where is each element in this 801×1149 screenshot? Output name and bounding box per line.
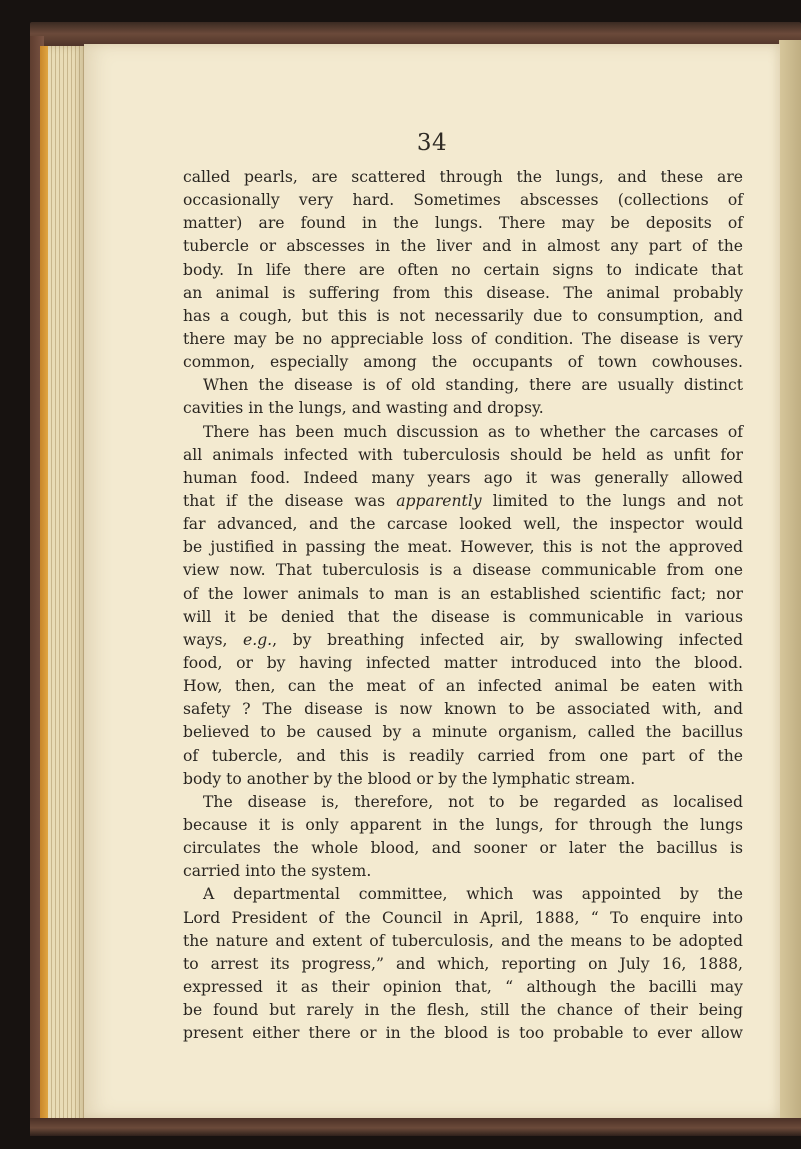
text-line: [183, 351, 743, 374]
text-line: [183, 166, 743, 189]
text-segment: believed to be caused by a minute organism, called the bacillus: [183, 723, 743, 742]
text-segment: view now. That tuberculosis is a disease communicable from one: [183, 561, 743, 580]
text-segment: body. In life there are often no certain signs to indicate that: [183, 260, 743, 279]
text-line: [183, 837, 743, 860]
text-line: [183, 652, 743, 675]
text-segment: all animals infected with tuberculosis should be held as unfit for: [183, 445, 743, 464]
text-segment: the nature and extent of tuberculosis, and the means to be adopted: [183, 931, 743, 950]
text-segment: How, then, can the meat of an infected animal be eaten with: [183, 677, 743, 696]
text-segment: has a cough, but this is not necessarily due to consumption, and: [183, 306, 743, 325]
page-number: 34: [416, 130, 448, 156]
text-segment: safety ? The disease is now known to be associated with, and: [183, 700, 743, 719]
text-line: [183, 814, 743, 837]
text-segment: occasionally very hard. Sometimes abscesses (collections of: [183, 191, 743, 210]
body-text: [183, 166, 743, 1045]
text-segment: to arrest its progress,” and which, reporting on July 16, 1888,: [183, 954, 743, 973]
text-line: [183, 953, 743, 976]
text-line: [183, 860, 743, 883]
right-page-edge: [779, 40, 801, 1124]
text-line: [183, 467, 743, 490]
text-segment: matter) are found in the lungs. There may be deposits of: [183, 214, 743, 233]
text-line: [183, 421, 743, 444]
text-segment: there may be no appreciable loss of condition. The disease is very: [183, 329, 743, 348]
text-line: [183, 606, 743, 629]
text-line: [183, 444, 743, 467]
text-segment: limited to the lungs and not: [481, 491, 743, 510]
text-segment: far advanced, and the carcase looked well, the inspector would: [183, 515, 743, 534]
text-line: [183, 397, 743, 420]
text-segment: carried into the system.: [183, 862, 372, 881]
text-segment: because it is only apparent in the lungs, for through the lungs: [183, 815, 743, 834]
text-segment: present either there or in the blood is too probable to ever allow: [183, 1024, 743, 1043]
text-segment: that if the disease was: [183, 491, 397, 510]
text-line: [183, 1022, 743, 1045]
text-segment: ways,: [183, 630, 244, 649]
text-line: [183, 513, 743, 536]
text-line: [183, 745, 743, 768]
text-line: [183, 583, 743, 606]
text-segment: body to another by the blood or by the lymphatic stream.: [183, 769, 636, 788]
text-segment: The disease is, therefore, not to be regarded as localised: [203, 792, 743, 811]
text-segment: be found but rarely in the flesh, still the chance of their being: [183, 1001, 743, 1020]
text-segment: common, especially among the occupants of town cowhouses.: [183, 353, 743, 372]
text-segment: of tubercle, and this is readily carried from one part of the: [183, 746, 743, 765]
page-edge-stain: [40, 46, 48, 1124]
text-segment: will it be denied that the disease is communicable in various: [183, 607, 743, 626]
text-line: [183, 883, 743, 906]
book-cover-bottom: [30, 1118, 801, 1136]
text-segment: called pearls, are scattered through the lungs, and these are: [183, 168, 743, 186]
text-line: [183, 768, 743, 791]
text-line: [183, 189, 743, 212]
italic-text: apparently: [396, 491, 482, 510]
text-segment: Lord President of the Council in April, 1888, “ To enquire into: [183, 908, 743, 927]
text-segment: of the lower animals to man is an established scientific fact; nor: [183, 584, 743, 603]
text-segment: an animal is suffering from this disease. The animal probably: [183, 283, 743, 302]
text-line: [183, 999, 743, 1022]
text-segment: expressed it as their opinion that, “ although the bacilli may: [183, 977, 743, 996]
book-page: [84, 44, 780, 1118]
text-segment: food, or by having infected matter introduced into the blood.: [183, 653, 743, 672]
text-line: [183, 559, 743, 582]
text-segment: When the disease is of old standing, there are usually distinct: [203, 376, 743, 395]
text-segment: circulates the whole blood, and sooner or later the bacillus is: [183, 839, 743, 858]
text-segment: There has been much discussion as to whether the carcases of: [203, 422, 743, 441]
text-line: [183, 305, 743, 328]
text-line: [183, 930, 743, 953]
text-line: [183, 259, 743, 282]
text-segment: tubercle or abscesses in the liver and in almost any part of the: [183, 237, 743, 256]
text-line: [183, 629, 743, 652]
text-line: [183, 490, 743, 513]
text-line: [183, 791, 743, 814]
text-line: [183, 721, 743, 744]
text-segment: A departmental committee, which was appointed by the: [203, 885, 743, 904]
text-line: [183, 675, 743, 698]
text-segment: , by breathing infected air, by swallowing infected: [272, 630, 743, 649]
text-line: [183, 235, 743, 258]
text-line: [183, 698, 743, 721]
text-segment: cavities in the lungs, and wasting and dropsy.: [183, 399, 544, 418]
text-line: [183, 328, 743, 351]
text-segment: human food. Indeed many years ago it was generally allowed: [183, 468, 743, 487]
text-line: [183, 374, 743, 397]
text-line: [183, 907, 743, 930]
text-line: [183, 212, 743, 235]
text-line: [183, 536, 743, 559]
italic-text: e.g.: [243, 630, 273, 649]
text-segment: be justified in passing the meat. However, this is not the approved: [183, 538, 743, 557]
text-line: [183, 282, 743, 305]
text-line: [183, 976, 743, 999]
